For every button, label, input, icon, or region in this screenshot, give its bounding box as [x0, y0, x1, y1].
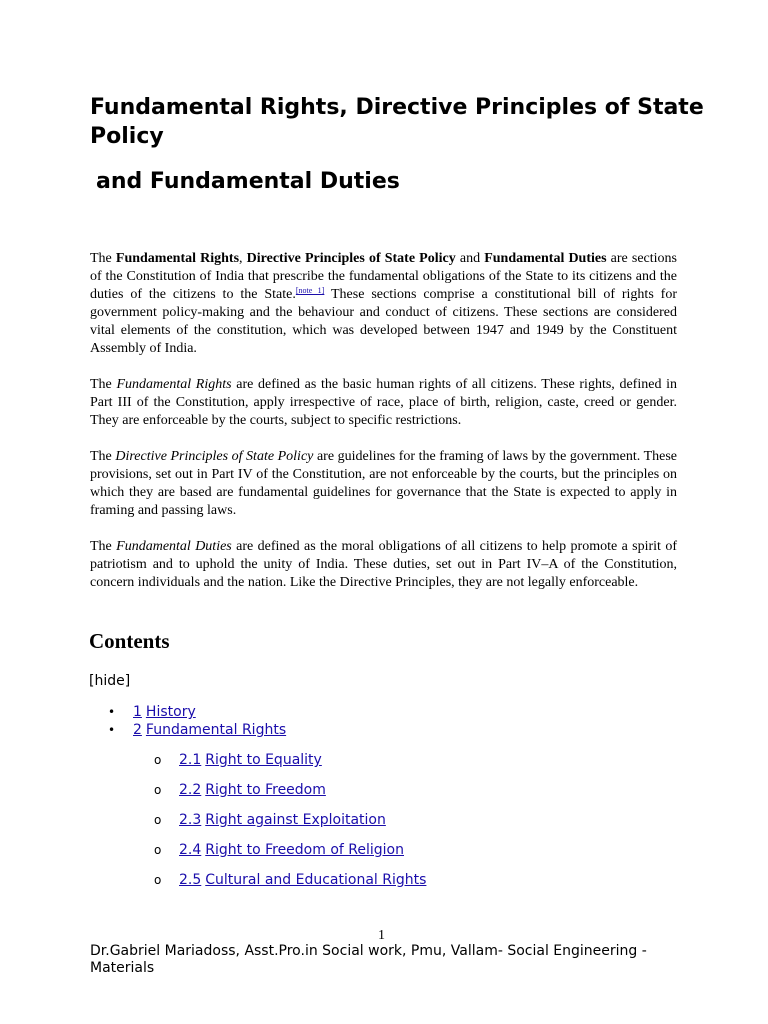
toc-subitem-cultural-educational-rights[interactable] — [154, 871, 427, 889]
circle-bullet-icon: o — [154, 783, 162, 797]
footnote-link[interactable]: [note 1] — [295, 286, 325, 295]
toc-item-fundamental-rights[interactable] — [108, 721, 287, 739]
footer-text: Dr.Gabriel Mariadoss, Asst.Pro.in Social work, Pmu, Vallam- Social Engineering -Materials — [90, 943, 647, 976]
circle-bullet-icon: o — [154, 813, 162, 827]
contents-heading: Contents — [89, 629, 170, 653]
bullet-icon: • — [108, 705, 116, 719]
toc-subitem-right-to-equality[interactable] — [154, 751, 322, 769]
toc-item-label[interactable]: History — [145, 704, 196, 720]
fundamental-duties-paragraph: The Fundamental Duties are defined as the moral obligations of all citizens to help promote a spirit of patriotism and to uphold the unity of India. These duties, set out in Part IV–A of the Constitution, concern individuals and the nation. Like the Directive Principles, they are not legally enforceable. — [90, 539, 677, 590]
toc-item-label[interactable]: Cultural and Educational Rights — [205, 872, 427, 888]
fundamental-rights-paragraph: The Fundamental Rights are defined as the basic human rights of all citizens. These rights, defined in Part III of the Constitution, apply irrespective of race, place of birth, religion, caste, creed or gender. They are enforceable by the courts, subject to specific restrictions. — [90, 377, 678, 428]
intro-paragraph: The Fundamental Rights, Directive Principles of State Policy and Fundamental Duties are sections of the Constitution of India that prescribe the fundamental obligations of the State to its citizens and the duties of the citizens to the State.[note 1] These sections comprise a constitutional bill of rights for government policy-making and the behaviour and conduct of citizens. These sections are considered vital elements of the constitution, which was developed between 1947 and 1949 by the Constituent Assembly of India. — [90, 251, 678, 356]
toc-item-label[interactable]: Right to Freedom — [205, 782, 326, 798]
toc-item-number[interactable]: 2.4 — [179, 842, 202, 858]
document-title-continued: and Fundamental Duties — [96, 169, 400, 194]
toc-item-label[interactable]: Right to Equality — [205, 752, 322, 768]
toc-subitem-right-against-exploitation[interactable] — [154, 811, 386, 829]
toc-item-number[interactable]: 1 — [133, 704, 142, 720]
toc-item-number[interactable]: 2.2 — [179, 782, 202, 798]
circle-bullet-icon: o — [154, 873, 162, 887]
page-number: 1 — [378, 928, 385, 943]
term-fundamental-duties: Fundamental Duties — [484, 251, 607, 266]
toc-item-label[interactable]: Right against Exploitation — [205, 812, 386, 828]
term-fundamental-rights: Fundamental Rights — [115, 251, 240, 266]
contents-hide-toggle[interactable]: [hide] — [89, 673, 131, 689]
toc-item-number[interactable]: 2.1 — [179, 752, 202, 768]
document-title: Fundamental Rights, Directive Principles of State Policy — [90, 95, 704, 149]
toc-item-number[interactable]: 2.3 — [179, 812, 202, 828]
toc-item-history[interactable] — [108, 703, 196, 721]
toc-item-label[interactable]: Fundamental Rights — [145, 722, 287, 738]
circle-bullet-icon: o — [154, 843, 162, 857]
bullet-icon: • — [108, 723, 116, 737]
toc-item-label[interactable]: Right to Freedom of Religion — [205, 842, 404, 858]
circle-bullet-icon: o — [154, 753, 162, 767]
directive-principles-paragraph: The Directive Principles of State Policy are guidelines for the framing of laws by the government. These provisions, set out in Part IV of the Constitution, are not enforceable by the courts, but the principles on which they are based are fundamental guidelines for governance that the State is expected to apply in framing and passing laws. — [90, 449, 677, 518]
toc-subitem-right-to-freedom[interactable] — [154, 781, 326, 799]
toc-subitem-freedom-of-religion[interactable] — [154, 841, 404, 859]
toc-item-number[interactable]: 2 — [133, 722, 142, 738]
toc-item-number[interactable]: 2.5 — [179, 872, 202, 888]
term-directive-principles: Directive Principles of State Policy — [246, 251, 456, 266]
